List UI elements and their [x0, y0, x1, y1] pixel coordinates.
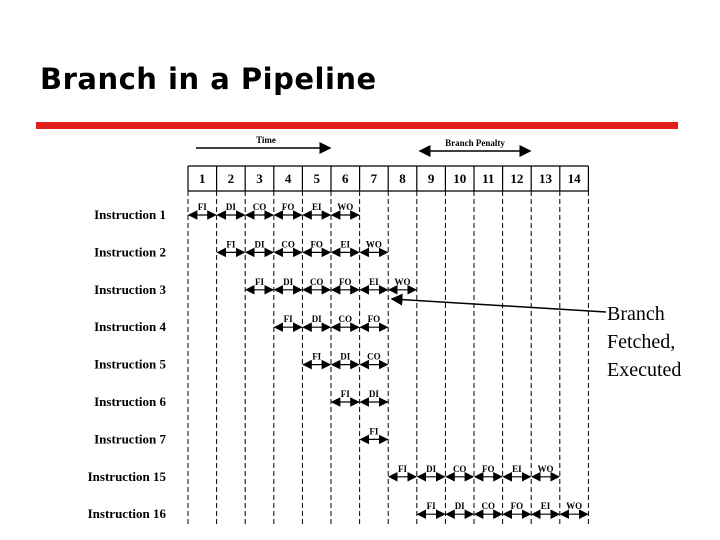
stage-label: FI	[369, 426, 379, 437]
branch-penalty-label: Branch Penalty	[445, 138, 505, 148]
time-slot-label: 3	[256, 171, 263, 186]
stage-label: WO	[365, 239, 382, 250]
stage-label: CO	[281, 239, 295, 250]
instruction-label: Instruction 5	[94, 356, 166, 372]
stage-label: DI	[283, 276, 294, 287]
time-label: Time	[256, 135, 276, 145]
stage-label: CO	[252, 202, 267, 212]
stage-label: WO	[394, 276, 411, 287]
stage-label: FI	[197, 202, 207, 212]
time-slot-label: 1	[199, 171, 206, 186]
time-slot-label: 14	[567, 171, 581, 186]
cycle-gridlines	[188, 191, 588, 526]
stage-label: CO	[481, 501, 496, 512]
stage-label: DI	[426, 463, 437, 474]
stage-label: FO	[339, 276, 352, 287]
instruction-label: Instruction 7	[94, 431, 166, 447]
stage-label: FO	[310, 239, 323, 250]
stage-label: EI	[540, 501, 551, 512]
instruction-label: Instruction 4	[94, 319, 166, 335]
stage-label: WO	[537, 463, 554, 474]
stage-label: FO	[281, 202, 295, 212]
stage-label: FI	[255, 276, 264, 287]
stage-label: DI	[368, 389, 379, 399]
instruction-label: Instruction 3	[94, 281, 166, 297]
time-slot-label: 13	[539, 171, 552, 186]
stage-label: CO	[338, 314, 353, 325]
time-slot-label: 6	[342, 171, 349, 186]
stage-label: FI	[312, 351, 322, 362]
stage-label: EI	[311, 202, 322, 212]
stage-label: FI	[398, 463, 407, 474]
callout-pointer	[392, 299, 606, 312]
instruction-rows	[88, 202, 588, 521]
stage-label: DI	[340, 351, 351, 362]
stage-label: EI	[512, 463, 522, 474]
stage-label: FI	[426, 501, 436, 512]
callout-line-2: Fetched,	[607, 331, 676, 353]
stage-label: FO	[510, 501, 524, 512]
time-slot-label: 5	[313, 171, 320, 186]
stage-label: FO	[482, 463, 495, 474]
stage-label: CO	[452, 463, 467, 474]
slide-title: Branch in a Pipeline	[40, 62, 377, 96]
time-slot-label: 12	[510, 171, 524, 186]
time-slot-label: 11	[482, 171, 495, 186]
stage-label: FI	[340, 389, 350, 399]
stage-label: FI	[283, 314, 293, 325]
instruction-label: Instruction 16	[87, 506, 166, 522]
stage-label: WO	[337, 202, 354, 212]
time-slot-label: 10	[453, 171, 467, 186]
stage-label: CO	[367, 351, 381, 362]
instruction-label: Instruction 15	[87, 468, 166, 484]
time-slot-label: 4	[284, 171, 292, 186]
stage-label: DI	[225, 202, 236, 212]
time-slot-label: 8	[399, 171, 406, 186]
stage-label: CO	[309, 276, 324, 287]
stage-label: FO	[367, 314, 381, 325]
time-slot-label: 7	[370, 171, 378, 186]
callout-line-1: Branch	[607, 303, 665, 325]
branch-callout	[607, 300, 681, 384]
stage-label: EI	[369, 276, 379, 287]
stage-label: DI	[254, 239, 265, 250]
time-slot-header	[188, 166, 588, 191]
time-slot-label: 9	[427, 171, 435, 186]
time-slot-label: 2	[227, 171, 235, 186]
callout-line-3: Executed	[607, 359, 682, 381]
stage-label: FI	[226, 239, 236, 250]
stage-label: EI	[340, 239, 351, 250]
stage-label: DI	[311, 314, 322, 325]
stage-label: WO	[566, 501, 583, 512]
instruction-label: Instruction 2	[94, 244, 166, 260]
instruction-label: Instruction 1	[94, 207, 166, 222]
instruction-label: Instruction 6	[94, 394, 166, 409]
stage-label: DI	[454, 501, 465, 512]
